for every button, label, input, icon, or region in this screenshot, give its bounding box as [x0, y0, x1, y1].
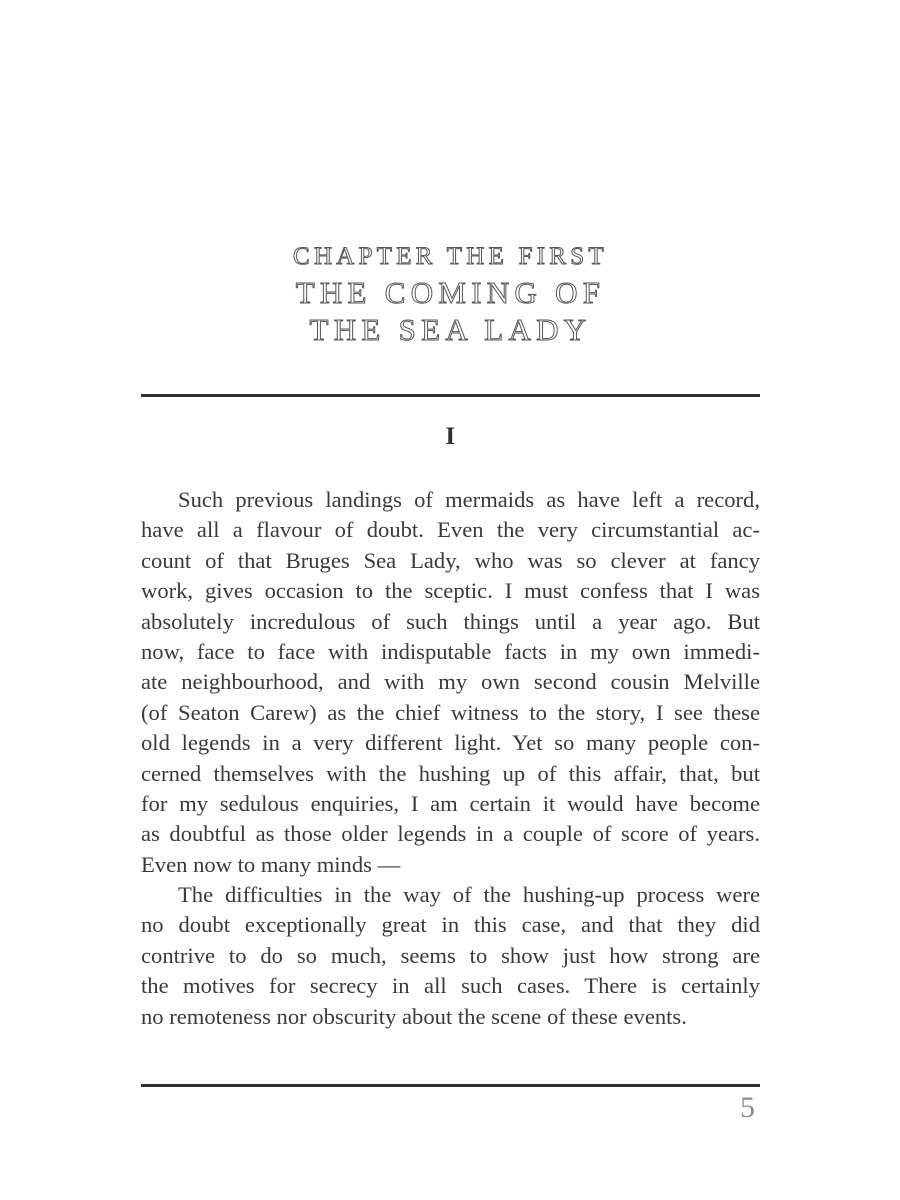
- text-line: as doubtful as those older legends in a couple of score of years.: [141, 821, 760, 847]
- page-content: [141, 0, 760, 1032]
- text-line: ate neighbourhood, and with my own second cousin Melville: [141, 669, 760, 695]
- section-marker: I: [445, 423, 456, 450]
- text-line: for my sedulous enquiries, I am certain it would have become: [141, 790, 760, 816]
- text-line: old legends in a very different light. Yet so many people con-: [141, 730, 760, 756]
- body-text: [141, 485, 760, 1032]
- paragraph: [141, 485, 760, 880]
- text-line: Even now to many minds —: [141, 851, 401, 877]
- chapter-title-line-2: THE SEA LADY: [309, 312, 592, 347]
- paragraph: [141, 880, 760, 1032]
- text-line: no doubt exceptionally great in this case, and that they did: [141, 912, 760, 938]
- text-line: The difficulties in the way of the hushing-up process were: [178, 882, 760, 908]
- text-line: count of that Bruges Sea Lady, who was so clever at fancy: [141, 547, 760, 573]
- bottom-rule: [141, 1084, 760, 1087]
- text-line: now, face to face with indisputable facts in my own immedi-: [141, 638, 760, 664]
- top-rule: [141, 394, 760, 397]
- text-line: have all a flavour of doubt. Even the very circumstantial ac-: [141, 517, 760, 543]
- page-number: 5: [740, 1091, 755, 1124]
- text-line: cerned themselves with the hushing up of this affair, that, but: [141, 760, 760, 786]
- text-line: absolutely incredulous of such things until a year ago. But: [141, 608, 760, 634]
- chapter-kicker: CHAPTER THE FIRST: [293, 243, 608, 270]
- text-line: (of Seaton Carew) as the chief witness to the story, I see these: [141, 699, 760, 725]
- text-line: Such previous landings of mermaids as have left a record,: [178, 487, 760, 512]
- chapter-title-line-1: THE COMING OF: [295, 275, 606, 310]
- text-line: no remoteness nor obscurity about the scene of these events.: [141, 1003, 687, 1029]
- text-line: work, gives occasion to the sceptic. I must confess that I was: [141, 578, 760, 604]
- text-line: the motives for secrecy in all such cases. There is certainly: [141, 973, 760, 999]
- chapter-heading: [141, 240, 760, 348]
- text-line: contrive to do so much, seems to show just how strong are: [141, 942, 760, 968]
